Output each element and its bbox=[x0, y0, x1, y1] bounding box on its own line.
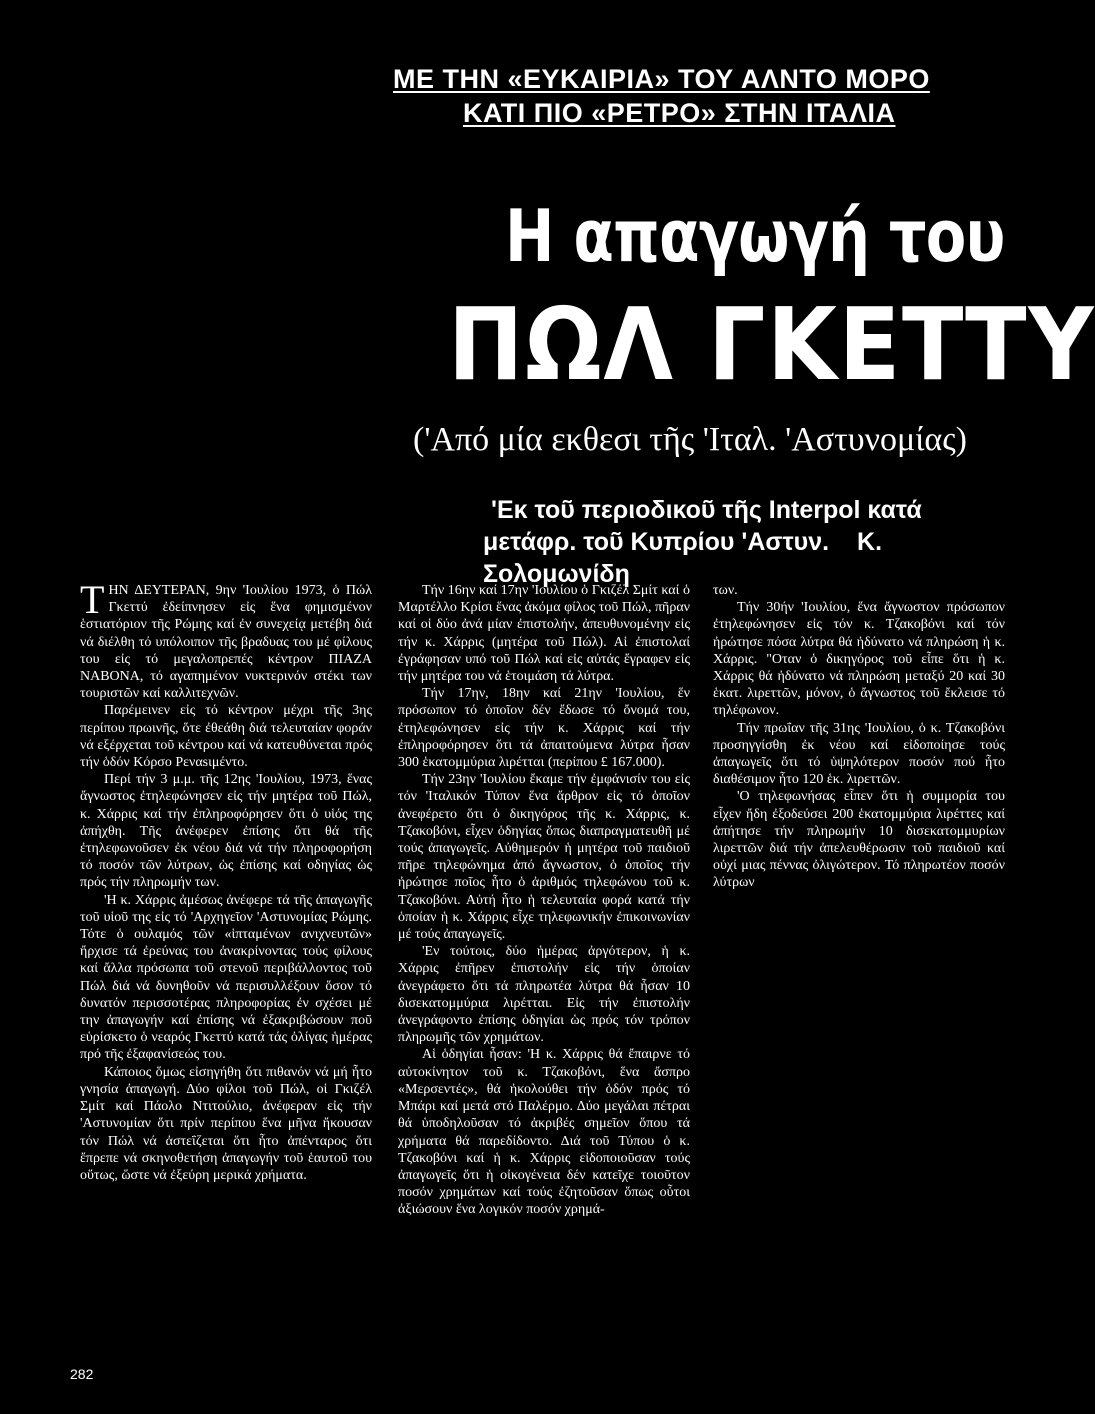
article-column-1 bbox=[80, 577, 372, 1184]
paragraph: Τήν 23ην 'Ιουλίου ἔκαμε τήν ἐμφάνισίν του εἰς τόν 'Ιταλικόν Τύπον ἕνα ἄρθρον εἰς τό ὁποῖον ἀνεφέρετο ὅτι ὁ δικηγόρος τῆς κ. Χάρρις, κ. Τζακοβόνι, εἶχεν ὁδηγίας ὅπως διαπραγματευθῆ μέ τούς ἀπαγωγεῖς. Αὐθημερόν ἡ μητέρα τοῦ παιδιοῦ πῆρε τηλεφώνημα ἀπό ἄγνωστον, ὁ ὁποῖος τήν ἠρώτησε ποῖος ἦτο ὁ ἀριθμός τηλεφώνου τοῦ κ. Τζακοβόνι. Αὐτή ἦτο ἡ τελευταία φορά κατά τήν ὁποίαν ἡ κ. Χάρρις εἶχε τηλεφωνικήν ἐπικοινωνίαν μέ τούς ἀπαγωγεῖς. bbox=[398, 772, 690, 943]
byline bbox=[483, 494, 1003, 590]
byline-line-2 bbox=[483, 526, 1003, 590]
title-line-2: ΠΩΛ ΓΚΕΤΤΥ bbox=[448, 286, 1095, 403]
paragraph: 'Η κ. Χάρρις ἀμέσως ἀνέφερε τά τῆς ἀπαγωγῆς τοῦ υἱοῦ της εἰς τό 'Αρχηγεῖον 'Αστυνομίας Ρώμης. Τότε ὁ ουλαμός τῶν «ἱπταμένων ανιχνευτῶν» ἤρχισε τά ἐρεύνας του ἀνακρίνοντας τούς φίλους καί ἄλλα πρόσωπα τοῦ στενοῦ περιβάλλοντος τοῦ Πώλ διά νά δυνηθοῦν νά περισυλλέξουν ὅσον τό δυνατόν περισσοτέρας πληροφορίας ἐν σχέσει μέ την ἀπαγωγήν καί ἐπίσης νά ἐξακριβώσουν ποῦ εὑρίσκετο ὁ νεαρός Γκεττύ κατά τάς ὀλίγας ἡμέρας πρό τῆς ἐξαφανίσεώς του. bbox=[80, 892, 372, 1063]
byline-translator-name: Κ. Σολομωνίδη bbox=[483, 528, 883, 588]
paragraph: των. bbox=[713, 583, 738, 598]
paragraph: Περί τήν 3 μ.μ. τῆς 12ης 'Ιουλίου, 1973, ἕνας ἄγνωστος ἐτηλεφώνησεν εἰς τήν μητέρα τοῦ Πώλ, κ. Χάρρις καί τήν ἐπληροφόρησεν ὅτι ὁ υἱός της ἀπήχθη. Τῆς ἀνέφερεν ἐπίσης ὅτι θά τῆς ἐτηλεφωνοῦσεν ἐκ νέου διά νά τήν πληροφορήση τό ποσόν τῶν λύτρων, ὡς ἐπίσης καί οδηγίας ὡς πρός τήν πληρωμήν των. bbox=[80, 772, 372, 891]
paragraph: Τήν 30ήν 'Ιουλίου, ἕνα ἄγνωστον πρόσωπον ἐτηλεφώνησεν εἰς τόν κ. Τζακοβόνι καί τόν ἠρώτησε πόσα λύτρα θά ἠδύνατο νά πληρώση ἡ κ. Χάρρις. "Οταν ὁ δικηγόρος τοῦ εἶπε ὅτι ἡ κ. Χάρρις θά ἠδύνατο νά πληρώση μεταξύ 20 καί 30 ἑκατ. λιρεττῶν, μόνον, ὁ ἄγνωστος τοῦ ἔκλεισε τό τηλέφωνον. bbox=[713, 600, 1005, 719]
article-column-2 bbox=[398, 582, 690, 1219]
paragraph: 'Ο τηλεφωνήσας εἶπεν ὅτι ἡ συμμορία του εἶχεν ἤδη ἐξοδεύσει 200 ἑκατομμύρια λιρέττες καί ἀπήτησε τήν πληρωμήν 10 δισεκατομμυρίων λιρεττῶν διά τήν ἀπελευθέρωσιν τοῦ παιδιοῦ καί οὐχί μιας πέννας ὀλιγώτερον. Τό πληρωτέον ποσόν λύτρων bbox=[713, 789, 1005, 891]
paragraph: Τήν 16ην καί 17ην 'Ιουλίου ὁ Γκιζέλ Σμίτ καί ὁ Μαρτέλλο Κρίσι ἕνας ἀκόμα φίλος τοῦ Πώλ, πῆραν καί οἱ δύο ἀνά μίαν ἐπιστολήν, ἀπευθυνομένην εἰς τήν κ. Χάρρις (μητέρα τοῦ Πώλ). Αἱ ἐπιστολαί ἐγράφησαν υπό τοῦ Πώλ καί εἰς αὐτάς ἔγραφεν εἰς τήν μητέρα του νά ἑτοιμάση τά λύτρα. bbox=[398, 583, 690, 685]
paragraph: Παρέμεινεν εἰς τό κέντρον μέχρι τῆς 3ης περίπου πρωινῆς, ὅτε ἐθεάθη διά τελευταίαν φοράν νά εξέρχεται τοῦ κέντρου καί νά κατευθύνεται πρός τήν ὁδόν Κόρσο Ρεναsιμέντο. bbox=[80, 703, 372, 771]
kicker-line-2: ΚΑΤΙ ΠΙΟ «ΡΕΤΡΟ» ΣΤΗΝ ΙΤΑΛΙΑ bbox=[463, 98, 896, 128]
subtitle: ('Από μία εκθεσι τῆς 'Ιταλ. 'Αστυνομίας) bbox=[413, 421, 967, 458]
article-column-3 bbox=[713, 582, 1005, 892]
paragraph: ΤΗΝ ΔΕΥΤΕΡΑΝ, 9ην 'Ιουλίου 1973, ὁ Πώλ Γκεττύ ἐδείπνησεν εἰς ἕνα φημισμένον ἑστιατόριον τῆς Ρώμης καί ἐν συνεχείᾳ μετέβη διά νά διέλθη τό υπόλοιπον τῆς βραδυας του μέ φίλους του εἰς τό μεγαλοπρεπές κέντρον ΠΙΑΖΑ ΝΑΒΟΝΑ, τό αγαπημένον νυκτερινόν στέκι των τουριστῶν καί καλλιτεχνῶν. bbox=[80, 577, 372, 702]
paragraph: 'Εν τούτοις, δύο ἡμέρας ἀργότερον, ἡ κ. Χάρρις ἐπῆρεν ἐπιστολήν εἰς τήν ὁποίαν ἀνεγράφετο ὅτι τά πληρωτέα λύτρα θά ἦσαν 10 δισεκατομμύρια λιρέτται. Εἰς τήν ἐπιστολήν ἀνεγράφοντο ἐπίσης ὁδηγίαι ὡς πρός τόν τρόπον πληρωμῆς τῶν χρημάτων. bbox=[398, 944, 690, 1046]
paragraph: Κάποιος ὅμως εἰσηγήθη ὅτι πιθανόν νά μή ἦτο γνησία ἀπαγωγή. Δύο φίλοι τοῦ Πώλ, οἱ Γκιζέλ Σμίτ καί Πάολο Ντιτούλιο, ἀνέφεραν εἰς τήν 'Αστυνομίαν ὅτι πρίν περίπου ἕνα μῆνα ἤκουσαν τόν Πώλ νά ἀστεΐζεται ὅτι ἦτο ἀπένταρος ὅτι ἔπρεπε νά σκηνοθετήση ἀπαγωγήν τοῦ ἑαυτοῦ του οὕτως, ὥστε νά ἐξεύρη μερικά χρήματα. bbox=[80, 1064, 372, 1183]
kicker-headline bbox=[393, 62, 1003, 130]
kicker-line-1: ΜΕ ΤΗΝ «ΕΥΚΑΙΡΙΑ» ΤΟΥ ΑΛΝΤΟ ΜΟΡΟ bbox=[393, 64, 930, 94]
paragraph: Αἱ ὁδηγίαι ἦσαν: 'Η κ. Χάρρις θά ἔπαιρνε τό αὐτοκίνητον τοῦ κ. Τζακοβόνι, ἕνα ἄσπρο «Μερσεντές», θά ἠκολούθει τήν ὁδόν πρός τό Μπάρι καί μετά στό Παλέρμο. Δύο μεγάλαι πέτραι θά ὑποδηλοῦσαν τό ἀκριβές σημεῖον ὅπου τά χρήματα θά παρεδίδοντο. Διά τοῦ Τύπου ὁ κ. Τζακοβόνι καί ἡ κ. Χάρρις εἰδοποιοῦσαν τούς ἀπαγωγεῖς ὅτι ἡ οἰκογένεια δέν κατεῖχε τοιοῦτον ποσόν χρημάτων καί τούς ἐζητοῦσαν ὅπως οὗτοι ἀξιώσουν ἕνα λογικόν ποσόν χρημά- bbox=[398, 1047, 690, 1218]
drop-cap: Τ bbox=[80, 577, 105, 622]
byline-line-1: 'Εκ τοῦ περιοδικοῦ τῆς Interpol κατά bbox=[491, 496, 922, 524]
title-line-1: Η απαγωγή του bbox=[505, 194, 1005, 278]
paragraph: Τήν 17ην, 18ην καί 21ην 'Ιουλίου, ἕν πρόσωπον τό ὁποῖον δέν ἔδωσε τό ὄνομά του, ἐτηλεφώνησεν εἰς τήν κ. Χάρρις καί τήν ἐπληροφόρησεν ὅτι τά ἀπαιτούμενα λύτρα ἦσαν 300 ἑκατομμύρια λιρέτται (περίπου £ 167.000). bbox=[398, 686, 690, 771]
paragraph: Τήν πρωΐαν τῆς 31ης 'Ιουλίου, ὁ κ. Τζακοβόνι προσηγγίσθη ἐκ νέου καί εἰδοποίησε τούς ἀπαγωγεῖς ὅτι τό ὑψηλότερον ποσόν πού ἦτο διαθέσιμον ἦτο 120 ἑκ. λιρεττῶν. bbox=[713, 720, 1005, 788]
page-number: 282 bbox=[70, 1366, 94, 1382]
byline-translator-prefix: μετάφρ. τοῦ Κυπρίου 'Αστυν. bbox=[483, 528, 830, 556]
